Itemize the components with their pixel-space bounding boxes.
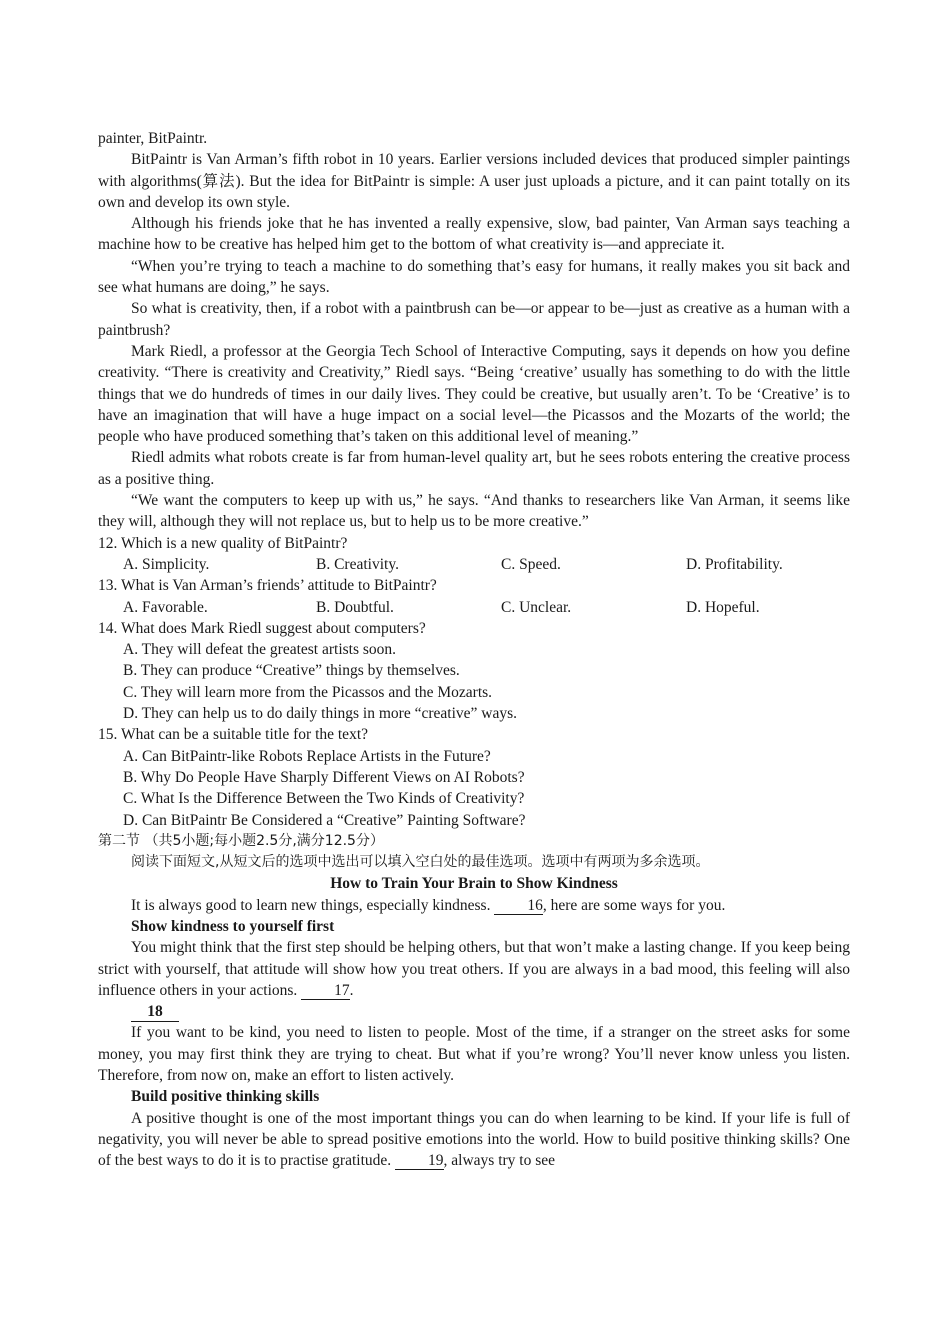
option-b: B. Creativity. <box>316 555 399 573</box>
option-d: D. Can BitPaintr Be Considered a “Creative” Painting Software? <box>123 811 526 829</box>
intro-text-after: , here are some ways for you. <box>542 896 726 914</box>
passage-paragraph: “When you’re trying to teach a machine to do something that’s easy for humans, it really makes you sit back and see what humans are doing,” he says. <box>98 257 850 297</box>
intro-paragraph <box>98 895 850 916</box>
blank-19: 19 <box>395 1152 444 1170</box>
option-a: A. Can BitPaintr-like Robots Replace Artists in the Future? <box>123 747 491 765</box>
passage-paragraph <box>98 1108 850 1172</box>
option-d: D. They can help us to do daily things in more “creative” ways. <box>123 705 517 723</box>
passage-paragraph: If you want to be kind, you need to listen to people. Most of the time, if a stranger on the street asks for some money, you may first think they are trying to cheat. But what if you’re wrong? You’ll never know unless you listen. Therefore, from now on, make an effort to listen actively. <box>98 1024 850 1085</box>
question-stem: 14. What does Mark Riedl suggest about computers? <box>98 619 426 637</box>
option-c: C. What Is the Difference Between the Two Kinds of Creativity? <box>123 790 525 808</box>
option-c: C. They will learn more from the Picassos and the Mozarts. <box>123 683 493 701</box>
question-stem: 13. What is Van Arman’s friends’ attitude to BitPaintr? <box>98 577 437 595</box>
blank-18-line <box>98 1001 850 1022</box>
subheading-positive-thinking: Build positive thinking skills <box>131 1088 320 1106</box>
option-a: A. Simplicity. <box>123 555 210 573</box>
blank-17: 17 <box>301 982 350 1000</box>
passage-paragraph: Mark Riedl, a professor at the Georgia Tech School of Interactive Computing, says it depends on how you define creativity. “There is creativity and Creativity,” Riedl says. “Being ‘creative’ usually has something to do with the little things that we do hundreds of times in our daily lives. They could be creative, but usually aren’t. To be ‘Creative’ is to have an imagination that will have a huge impact on a social level—the Picassos and the Mozarts of the world; the people who have produced something that’s taken on this additional level of meaning.” <box>98 342 850 446</box>
section-heading: 第二节 （共5小题;每小题2.5分,满分12.5分） <box>98 832 384 849</box>
option-c: C. Unclear. <box>501 598 572 616</box>
option-c: C. Speed. <box>501 555 561 573</box>
subheading-show-kindness: Show kindness to yourself first <box>131 917 335 935</box>
option-b: B. They can produce “Creative” things by themselves. <box>123 662 460 680</box>
options-row <box>98 554 850 575</box>
question-stem: 12. Which is a new quality of BitPaintr? <box>98 534 348 552</box>
option-d: D. Hopeful. <box>686 598 760 616</box>
exam-page <box>98 128 850 1172</box>
passage-title: How to Train Your Brain to Show Kindness <box>330 875 618 893</box>
option-a: A. They will defeat the greatest artists soon. <box>123 641 397 659</box>
options-row <box>98 597 850 618</box>
option-b: B. Why Do People Have Sharply Different Views on AI Robots? <box>123 768 525 786</box>
option-d: D. Profitability. <box>686 555 783 573</box>
question-stem: 15. What can be a suitable title for the text? <box>98 726 369 744</box>
passage-paragraph: So what is creativity, then, if a robot with a paintbrush can be—or appear to be—just as creative as a human with a paintbrush? <box>98 300 850 339</box>
paragraph-text: You might think that the first step should be helping others, but that won’t make a lasting change. If you keep being strict with yourself, that attitude will show how you treat others. If you are always in a bad mood, this feeling will also influence others in your actions. <box>98 939 850 999</box>
section-instruction: 阅读下面短文,从短文后的选项中选出可以填入空白处的最佳选项。选项中有两项为多余选项。 <box>131 854 710 871</box>
passage-paragraph: painter, BitPaintr. <box>98 130 208 147</box>
paragraph-text-after: , always try to see <box>443 1152 556 1170</box>
blank-16: 16 <box>494 897 543 915</box>
paragraph-text: A positive thought is one of the most important things you can do when learning to be kind. If your life is full of negativity, you will never be able to spread positive emotions into the world. How to build positive thinking skills? One of the best ways to do it is to practise gratitude. <box>98 1109 850 1170</box>
blank-18: 18 <box>131 1003 179 1022</box>
passage-paragraph: “We want the computers to keep up with us,” he says. “And thanks to researchers like Van Arman, it seems like they will, although they will not replace us, but to help us to be more creative.” <box>98 492 850 531</box>
period: . <box>349 981 354 999</box>
passage-paragraph: BitPaintr is Van Arman’s fifth robot in 10 years. Earlier versions included devices that produced simpler paintings with algorithms(算法). But the idea for BitPaintr is simple: A user just uploads a picture, and it can paint totally on its own and develop its own style. <box>98 151 850 211</box>
option-b: B. Doubtful. <box>316 598 394 616</box>
intro-text: It is always good to learn new things, especially kindness. <box>131 896 495 914</box>
passage-paragraph: Riedl admits what robots create is far from human-level quality art, but he sees robots entering the creative process as a positive thing. <box>98 449 850 488</box>
passage-paragraph <box>98 937 850 1001</box>
option-a: A. Favorable. <box>123 598 208 616</box>
passage-paragraph: Although his friends joke that he has invented a really expensive, slow, bad painter, Van Arman says teaching a machine how to be creative has helped him get to the bottom of what creativity is—and appreciate it. <box>98 215 850 254</box>
